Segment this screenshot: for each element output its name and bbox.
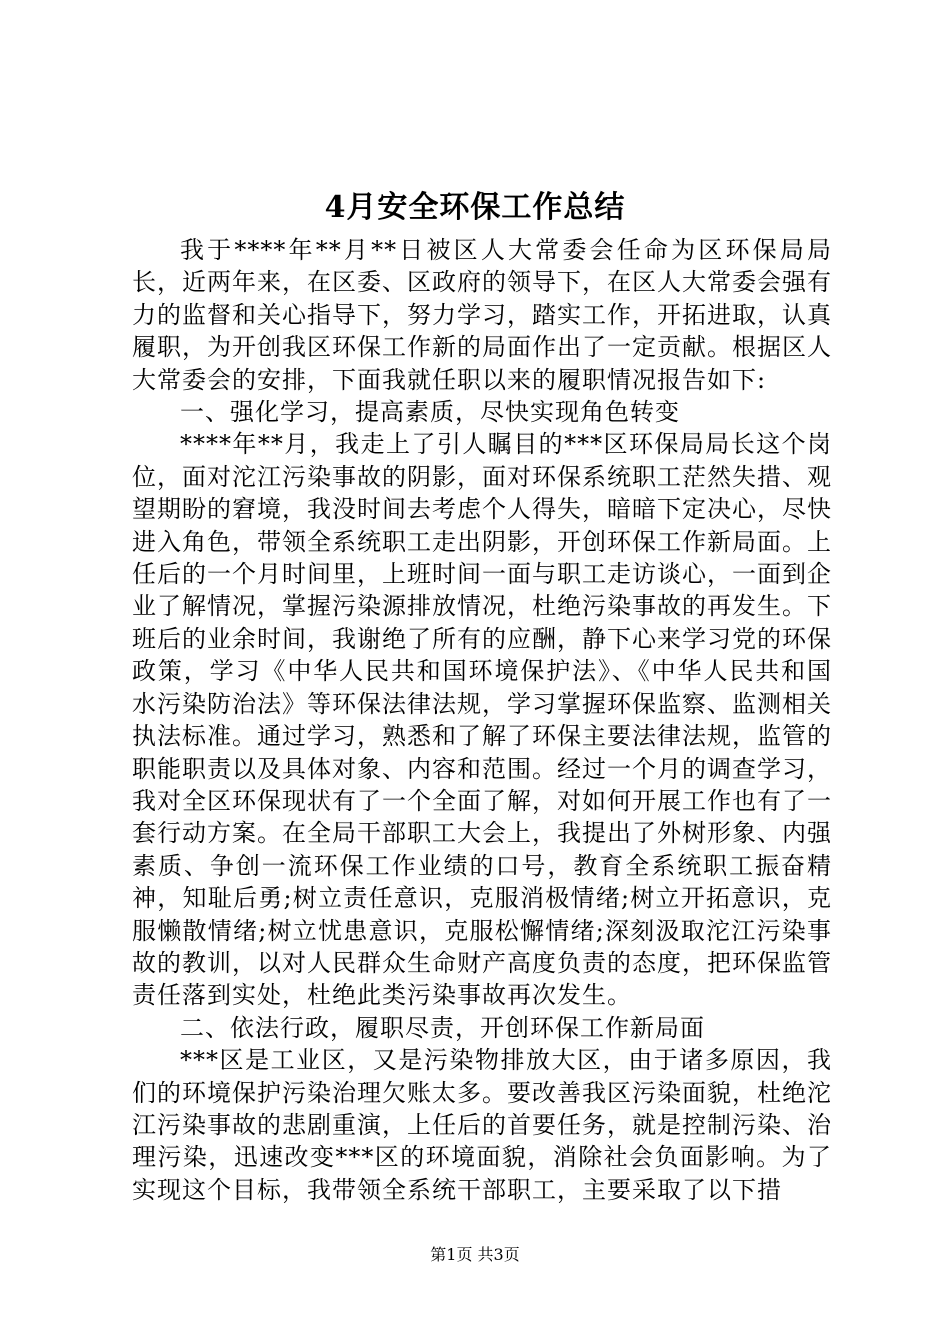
paragraph-intro: 我于****年**月**日被区人大常委会任命为区环保局局长，近两年来，在区委、区政府的领导下，在区人大常委会强有力的监督和关心指导下，努力学习，踏实工作，开拓进取，认真履职，为开创我区环保工作新的局面作出了一定贡献。根据区人大常委会的安排，下面我就任职以来的履职情况报告如下:: [132, 236, 832, 394]
section-heading-2: 二、依法行政，履职尽责，开创环保工作新局面: [180, 1013, 705, 1042]
document-body: [132, 234, 832, 1206]
document-title: 4月安全环保工作总结: [324, 190, 626, 225]
page-footer: 第1页 共3页: [430, 1245, 520, 1264]
paragraph-section-1: ****年**月，我走上了引人瞩目的***区环保局局长这个岗位，面对沱江污染事故的阴影，面对环保系统职工茫然失措、观望期盼的窘境，我没时间去考虑个人得失，暗暗下定决心，尽快进入角色，带领全系统职工走出阴影，开创环保工作新局面。上任后的一个月时间里，上班时间一面与职工走访谈心，一面到企业了解情况，掌握污染源排放情况，杜绝污染事故的再发生。下班后的业余时间，我谢绝了所有的应酬，静下心来学习党的环保政策，学习《中华人民共和国环境保护法》、《中华人民共和国水污染防治法》等环保法律法规，学习掌握环保监察、监测相关执法标准。通过学习，熟悉和了解了环保主要法律法规，监管的职能职责以及具体对象、内容和范围。经过一个月的调查学习，我对全区环保现状有了一个全面了解，对如何开展工作也有了一套行动方案。在全局干部职工大会上，我提出了外树形象、内强素质、争创一流环保工作业绩的口号，教育全系统职工振奋精神，知耻后勇;树立责任意识，克服消极情绪;树立开拓意识，克服懒散情绪;树立忧患意识，克服松懈情绪;深刻汲取沱江污染事故的教训，以对人民群众生命财产高度负责的态度，把环保监管责任落到实处，杜绝此类污染事故再次发生。: [132, 430, 832, 1010]
paragraph-section-2: ***区是工业区，又是污染物排放大区，由于诸多原因，我们的环境保护污染治理欠账太多。要改善我区污染面貌，杜绝沱江污染事故的悲剧重演，上任后的首要任务，就是控制污染、治理污染，迅速改变***区的环境面貌，消除社会负面影响。为了实现这个目标，我带领全系统干部职工，主要采取了以下措: [132, 1046, 832, 1204]
section-heading-1: 一、强化学习，提高素质，尽快实现角色转变: [180, 398, 680, 427]
